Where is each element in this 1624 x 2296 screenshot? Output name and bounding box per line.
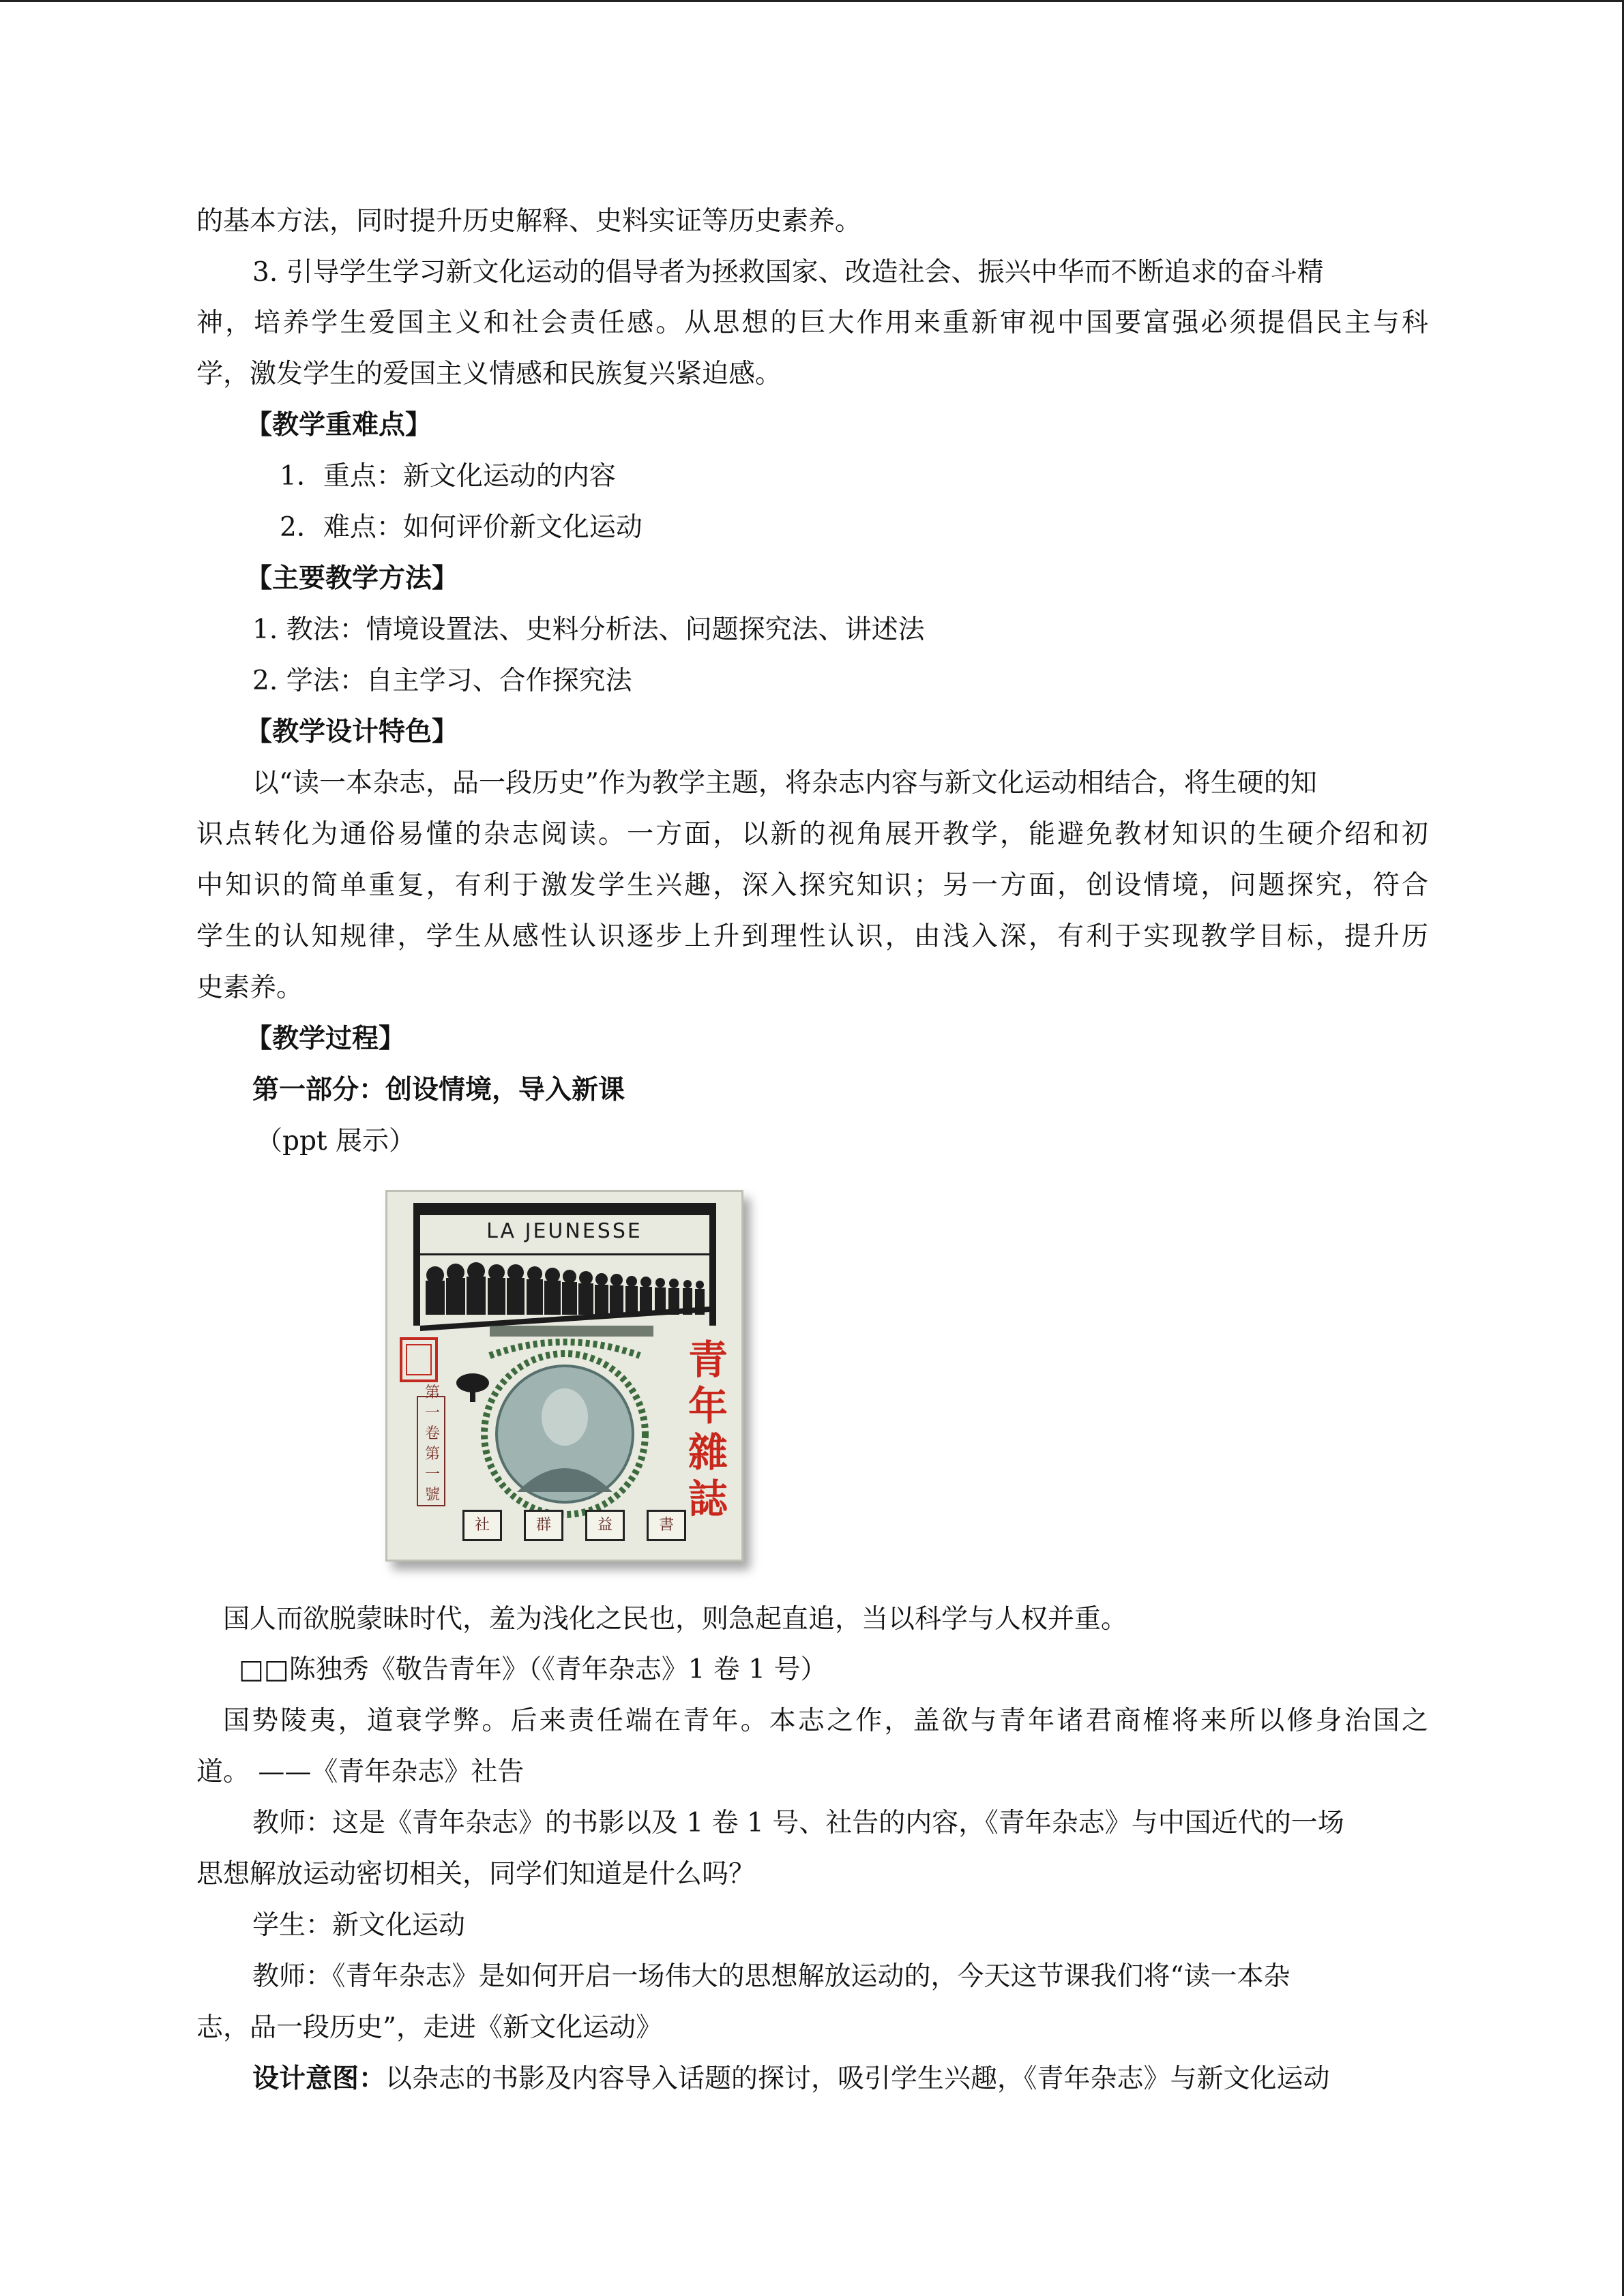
section-heading: 【教学设计特色】 [246,717,459,747]
dialogue-line: 思想解放运动密切相关，同学们知道是什么吗？ [196,1859,756,1890]
list-item: 2．难点：如何评价新文化运动 [280,512,643,543]
dialogue-line: 学生：新文化运动 [252,1910,466,1941]
dialogue-line: 教师：《青年杂志》是如何开启一场伟大的思想解放运动的，今天这节课我们将“读一本杂 [252,1961,1290,1992]
text-line: 学，激发学生的爱国主义情感和民族复兴紧迫感。 [196,359,782,389]
quote-line: 国人而欲脱蒙昧时代，羞为浅化之民也，则急起直追，当以科学与人权并重。 [223,1604,1128,1635]
cover-publisher-box: 社 [462,1510,502,1541]
subsection-heading: 第一部分：创设情境，导入新课 [252,1075,625,1105]
section-heading: 【教学重难点】 [246,410,432,441]
list-item: 2. 学法：自主学习、合作探究法 [252,666,632,696]
cover-title: LA JEUNESSE [486,1219,643,1243]
magazine-cover-image [385,1190,743,1562]
text-line: 的基本方法，同时提升历史解释、史料实证等历史素养。 [196,206,862,237]
design-intent-line [252,2061,1330,2098]
quote-line: 国势陵夷，道衰学弊。后来责任端在青年。本志之作，盖欲与青年诸君商榷将来所以修身治国之 [223,1705,1428,1736]
list-item: 1．重点：新文化运动的内容 [280,461,616,492]
cover-issue-label: 第一卷第一號 [424,1384,440,1504]
text-line: 以“读一本杂志，品一段历史”作为教学主题，将杂志内容与新文化运动相结合，将生硬的知 [252,768,1317,799]
text-line: 识点转化为通俗易懂的杂志阅读。一方面，以新的视角展开教学，能避免教材知识的生硬介绍和初 [196,819,1428,850]
design-intent-text: 以杂志的书影及内容导入话题的探讨，吸引学生兴趣，《青年杂志》与新文化运动 [385,2063,1330,2094]
cover-publisher-box: 益 [585,1510,625,1541]
cover-publisher-box: 群 [524,1510,563,1541]
cover-chinese-title: 青年雜誌 [688,1337,728,1522]
list-item: 1. 教法：情境设置法、史料分析法、问题探究法、讲述法 [252,614,925,645]
text-line: 学生的认知规律，学生从感性认识逐步上升到理性认识，由浅入深，有利于实现教学目标，提升历 [196,921,1428,952]
text-line: 中知识的简单重复，有利于激发学生兴趣，深入探究知识；另一方面，创设情境，问题探究，符合 [196,870,1428,901]
dialogue-line: 教师：这是《青年杂志》的书影以及 1 卷 1 号、社告的内容，《青年杂志》与中国近代的一场 [252,1808,1344,1838]
text-line: 3. 引导学生学习新文化运动的倡导者为拯救国家、改造社会、振兴中华而不断追求的奋斗精 [252,257,1324,288]
design-intent-label: 设计意图： [252,2063,386,2094]
cover-publisher-box: 書 [647,1510,686,1541]
text-line: （ppt 展示） [256,1126,416,1157]
section-heading: 【教学过程】 [246,1024,406,1054]
section-heading: 【主要教学方法】 [246,563,459,594]
dialogue-line: 志，品一段历史”，走进《新文化运动》 [196,2012,662,2043]
page-border-top [0,0,1624,2]
text-line: 神，培养学生爱国主义和社会责任感。从思想的巨大作用来重新审视中国要富强必须提倡民主与科 [196,308,1428,338]
quote-source: □□陈独秀《敬告青年》（《青年杂志》1 卷 1 号） [239,1654,827,1685]
quote-source: 道。 ——《青年杂志》社告 [196,1757,525,1787]
text-line: 史素养。 [196,972,304,1003]
